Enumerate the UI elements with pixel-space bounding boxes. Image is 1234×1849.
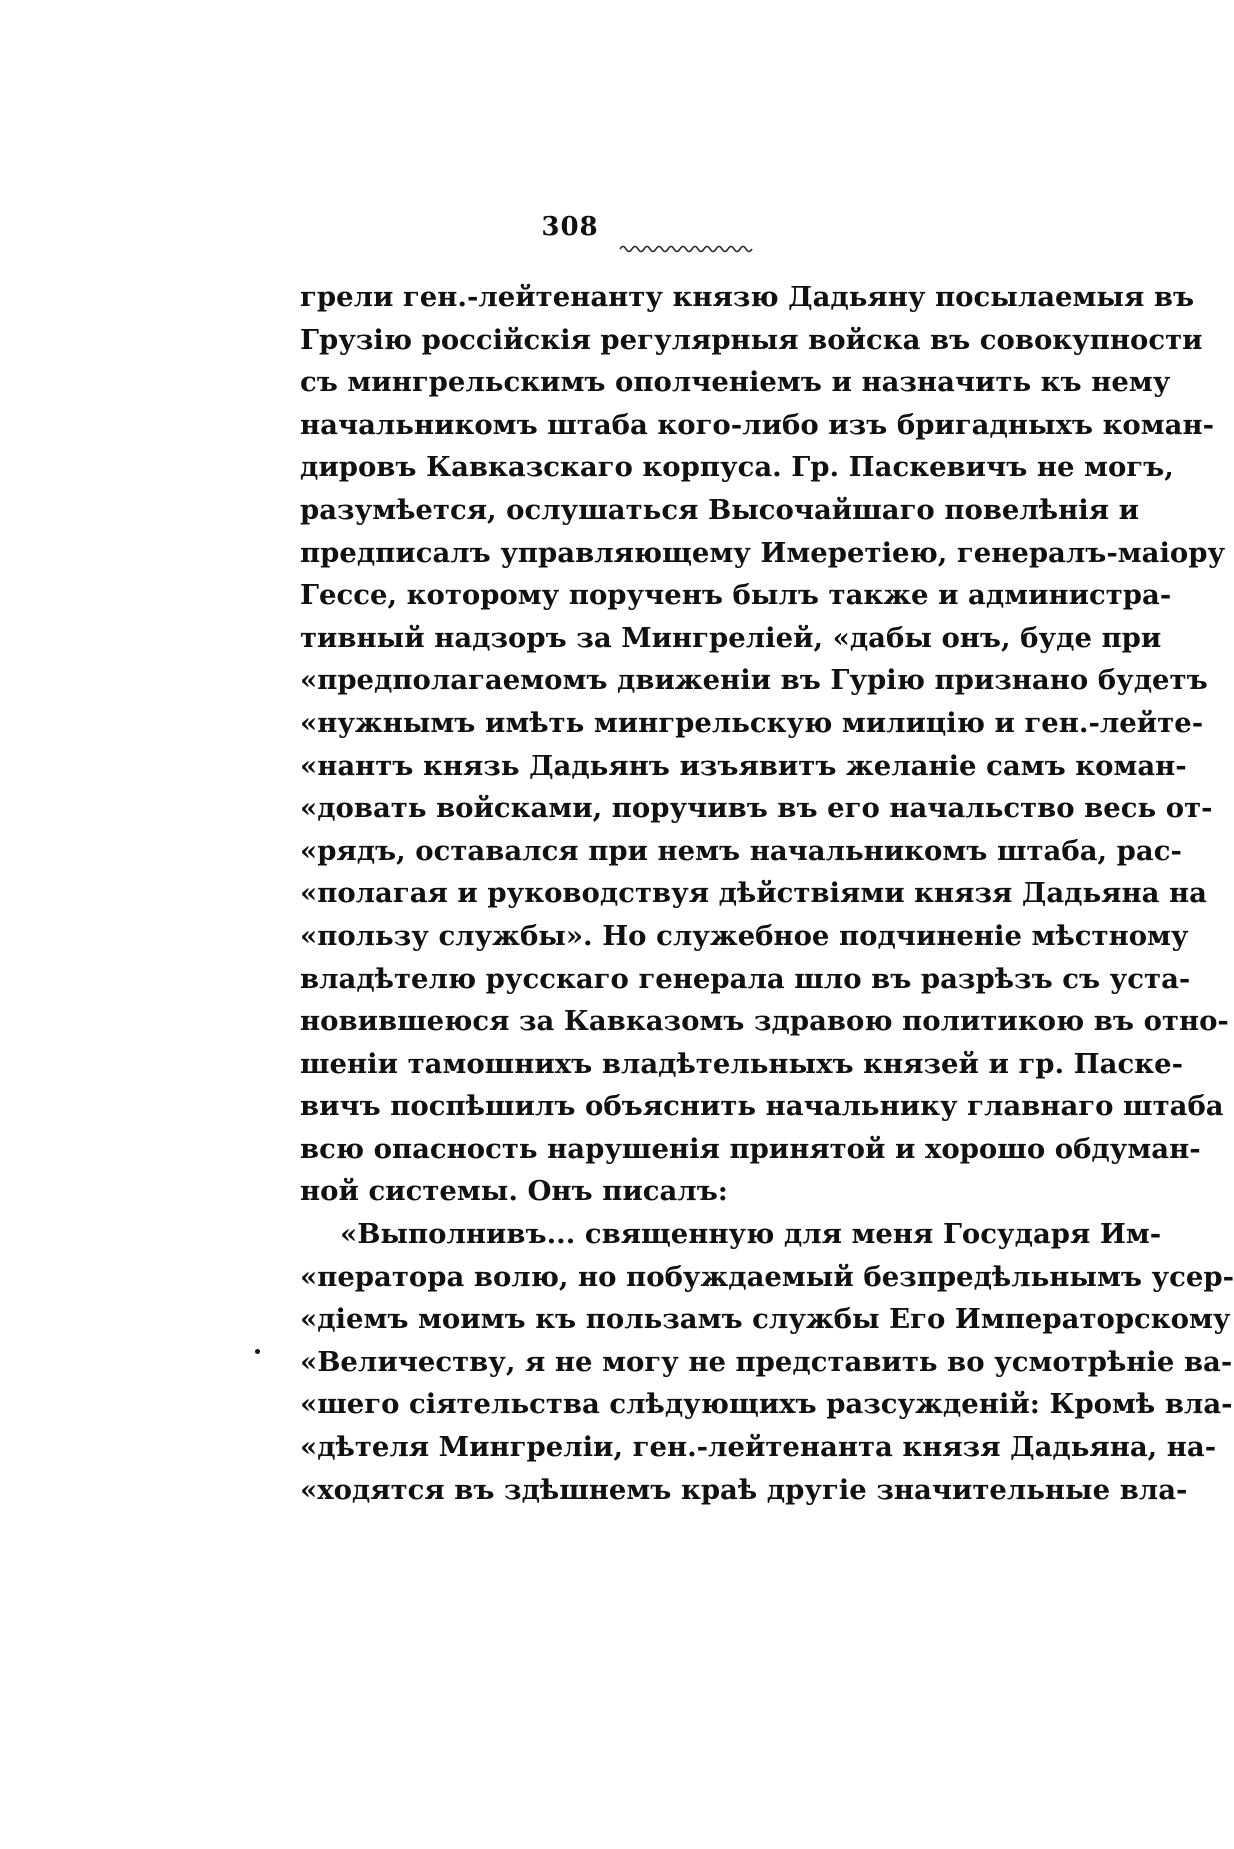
text-line: шеніи тамошнихъ владѣтельныхъ князей и гр. Паске- [300, 1047, 1183, 1080]
quote-line: «діемъ моимъ къ пользамъ службы Его Императорскому [300, 1303, 1231, 1336]
text-line: «рядъ, оставался при немъ начальникомъ штаба, рас- [300, 834, 1182, 867]
text-line: грели ген.-лейтенанту князю Дадьяну посылаемыя въ [300, 281, 1195, 313]
text-line: «нужнымъ имѣть мингрельскую милицію и ген.-лейте- [300, 706, 1204, 739]
text-line: «нантъ князь Дадьянъ изъявитъ желаніе самъ коман- [300, 749, 1187, 782]
text-line: владѣтелю русскаго генерала шло въ разрѣзъ съ уста- [300, 962, 1191, 995]
text-line: «довать войсками, поручивъ въ его начальство весь от- [300, 792, 1213, 825]
quote-line: «ператора волю, но побуждаемый безпредѣльнымъ усер- [300, 1260, 1234, 1293]
text-line: съ мингрельскимъ ополченіемъ и назначить къ нему [300, 366, 1171, 399]
body-text [300, 276, 1234, 1511]
text-line: «пользу службы». Но служебное подчиненіе мѣстному [300, 919, 1189, 952]
wavy-rule-ornament [620, 244, 752, 254]
quote-line: «дѣтеля Мингреліи, ген.-лейтенанта князя Дадьяна, на- [300, 1431, 1217, 1464]
text-line: тивный надзоръ за Мингреліей, «дабы онъ, буде при [300, 621, 1162, 654]
text-line: предписалъ управляющему Имеретіею, генералъ-маіору [300, 536, 1226, 569]
text-line: дировъ Кавказскаго корпуса. Гр. Паскевичъ не могъ, [300, 451, 1174, 484]
text-line: вичъ поспѣшилъ объяснить начальнику главнаго штаба [300, 1090, 1224, 1123]
text-line: «предполагаемомъ движеніи въ Гурію признано будетъ [300, 664, 1208, 697]
quote-line: «Величеству, я не могу не представить во усмотрѣніе ва- [300, 1345, 1233, 1378]
quote-line: «Выполнивъ... священную для меня Государя Им- [340, 1218, 1162, 1251]
quote-line: «шего сіятельства слѣдующихъ разсужденій: Кромѣ вла- [300, 1388, 1233, 1421]
text-line: начальникомъ штаба кого-либо изъ бригадныхъ коман- [300, 408, 1215, 441]
text-line: Гессе, которому порученъ былъ также и администра- [300, 579, 1172, 612]
text-line: новившеюся за Кавказомъ здравою политикою въ отно- [300, 1005, 1229, 1038]
ink-speck [255, 1349, 260, 1354]
text-line: ной системы. Онъ писалъ: [300, 1175, 728, 1208]
text-line: разумѣется, ослушаться Высочайшаго повелѣнія и [300, 493, 1140, 526]
text-line: Грузію россійскія регулярныя войска въ совокупности [300, 323, 1203, 356]
page-number: 308 [541, 212, 599, 242]
quote-line: «ходятся въ здѣшнемъ краѣ другіе значительные вла- [300, 1473, 1188, 1506]
text-line: всю опасность нарушенія принятой и хорошо обдуман- [300, 1132, 1201, 1165]
text-line: «полагая и руководствуя дѣйствіями князя Дадьяна на [300, 877, 1207, 910]
